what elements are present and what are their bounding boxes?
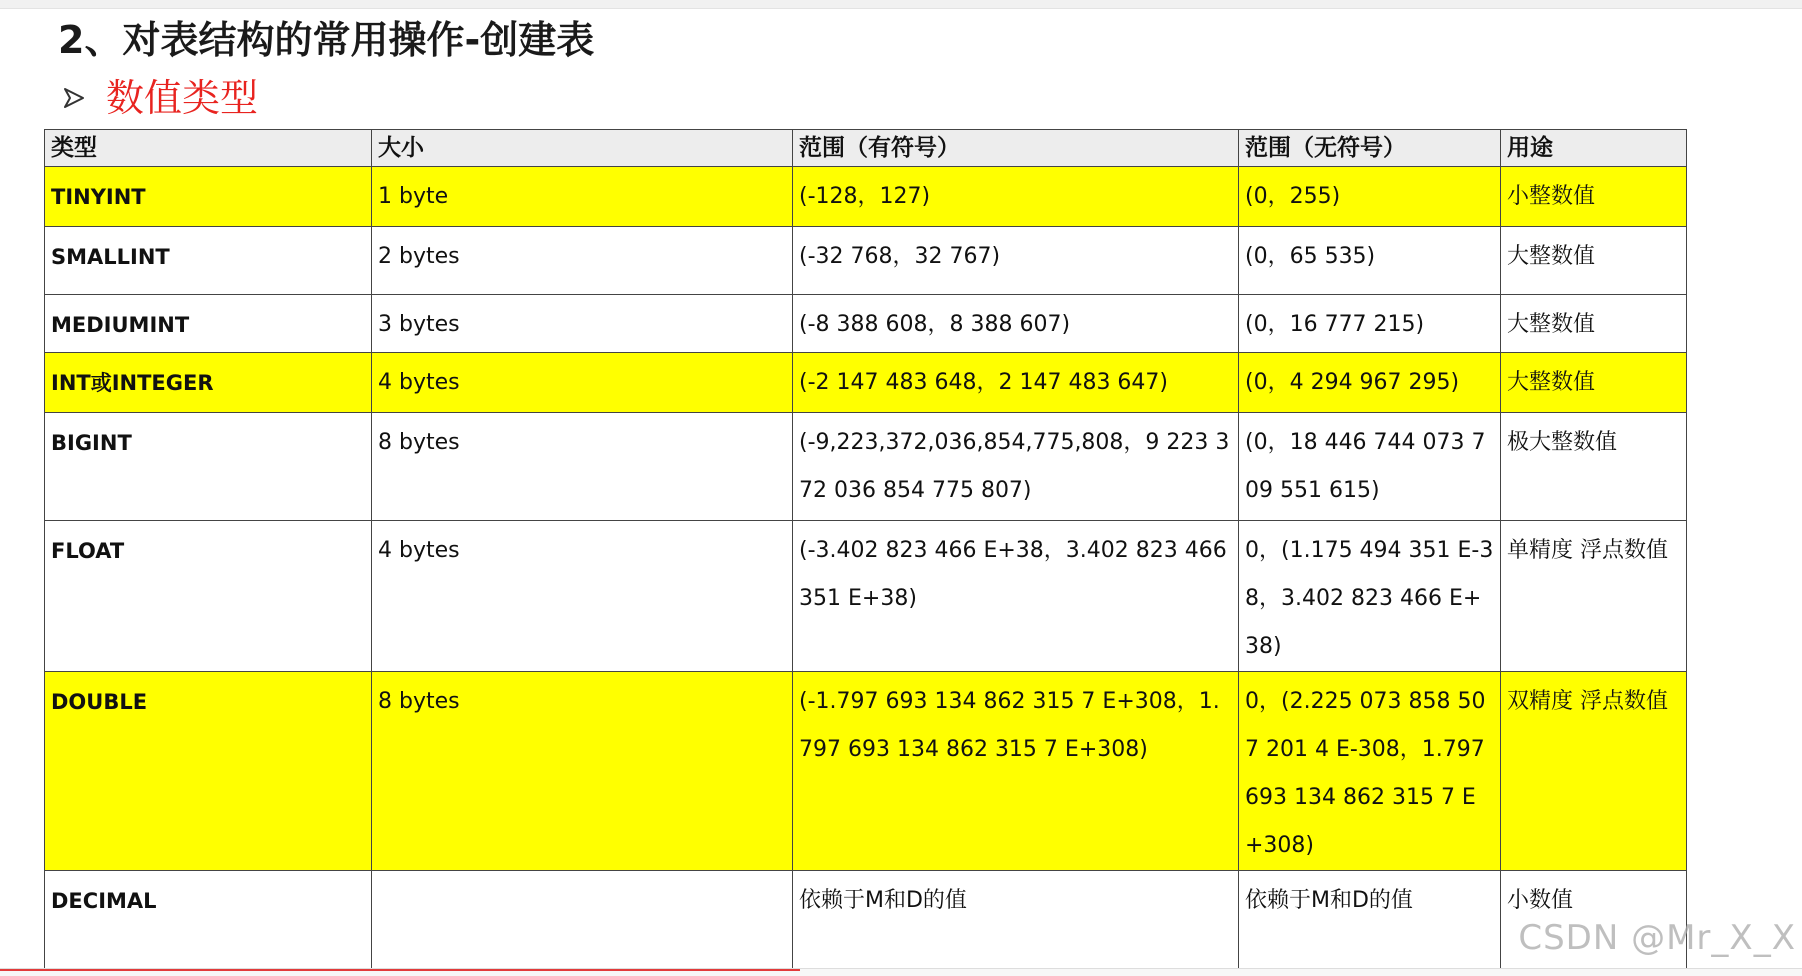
cell-signed-range: 依赖于M和D的值 <box>793 871 1239 972</box>
cell-unsigned-range: (0，255) <box>1239 167 1501 227</box>
cell-unsigned-range: (0，65 535) <box>1239 227 1501 295</box>
cell-unsigned-range: 0，(2.225 073 858 507 201 4 E-308，1.797 693 134 862 315 7 E+308) <box>1239 672 1501 871</box>
cell-unsigned-range: 依赖于M和D的值 <box>1239 871 1501 972</box>
cell-size: 2 bytes <box>372 227 793 295</box>
cell-usage: 大整数值 <box>1501 227 1687 295</box>
cell-unsigned-range: (0，18 446 744 073 709 551 615) <box>1239 413 1501 521</box>
page-title: 2、对表结构的常用操作-创建表 <box>58 18 595 62</box>
triangle-bullet-icon <box>62 86 86 110</box>
header-signed-range: 范围（有符号） <box>793 130 1239 167</box>
cell-size: 8 bytes <box>372 413 793 521</box>
cell-unsigned-range: 0，(1.175 494 351 E-38，3.402 823 466 E+38) <box>1239 521 1501 672</box>
section-subtitle: 数值类型 <box>106 76 259 120</box>
top-strip <box>0 0 1802 9</box>
cell-usage: 双精度 浮点数值 <box>1501 672 1687 871</box>
cell-type: SMALLINT <box>45 227 372 295</box>
table-header-row <box>45 130 1687 167</box>
cell-type: BIGINT <box>45 413 372 521</box>
cell-signed-range: (-3.402 823 466 E+38，3.402 823 466 351 E+38) <box>793 521 1239 672</box>
header-usage: 用途 <box>1501 130 1687 167</box>
header-unsigned-range: 范围（无符号） <box>1239 130 1501 167</box>
table-row <box>45 413 1687 521</box>
table-row <box>45 353 1687 413</box>
cell-usage: 大整数值 <box>1501 295 1687 353</box>
cell-type: MEDIUMINT <box>45 295 372 353</box>
table-row <box>45 227 1687 295</box>
cell-size: 8 bytes <box>372 672 793 871</box>
cell-size: 4 bytes <box>372 353 793 413</box>
cell-usage: 极大整数值 <box>1501 413 1687 521</box>
cell-size <box>372 871 793 972</box>
cell-size: 4 bytes <box>372 521 793 672</box>
cell-signed-range: (-8 388 608，8 388 607) <box>793 295 1239 353</box>
cell-signed-range: (-32 768，32 767) <box>793 227 1239 295</box>
header-size: 大小 <box>372 130 793 167</box>
numeric-types-table <box>44 129 1687 972</box>
cell-unsigned-range: (0，4 294 967 295) <box>1239 353 1501 413</box>
cell-unsigned-range: (0，16 777 215) <box>1239 295 1501 353</box>
cell-signed-range: (-2 147 483 648，2 147 483 647) <box>793 353 1239 413</box>
cell-signed-range: (-128，127) <box>793 167 1239 227</box>
bottom-accent-line <box>0 969 800 971</box>
table-row <box>45 672 1687 871</box>
cell-usage: 大整数值 <box>1501 353 1687 413</box>
cell-size: 1 byte <box>372 167 793 227</box>
cell-size: 3 bytes <box>372 295 793 353</box>
cell-usage: 单精度 浮点数值 <box>1501 521 1687 672</box>
table-row <box>45 521 1687 672</box>
cell-type: TINYINT <box>45 167 372 227</box>
cell-type: INT或INTEGER <box>45 353 372 413</box>
subtitle-row <box>62 72 258 124</box>
cell-signed-range: (-1.797 693 134 862 315 7 E+308，1.797 693 134 862 315 7 E+308) <box>793 672 1239 871</box>
cell-usage: 小整数值 <box>1501 167 1687 227</box>
cell-type: FLOAT <box>45 521 372 672</box>
table-row <box>45 871 1687 972</box>
watermark: CSDN @Mr_X_X <box>1518 918 1796 958</box>
cell-type: DOUBLE <box>45 672 372 871</box>
table-row <box>45 295 1687 353</box>
header-type: 类型 <box>45 130 372 167</box>
cell-signed-range: (-9,223,372,036,854,775,808，9 223 372 036 854 775 807) <box>793 413 1239 521</box>
table-row <box>45 167 1687 227</box>
cell-type: DECIMAL <box>45 871 372 972</box>
cell-usage: 小数值 <box>1501 871 1687 972</box>
